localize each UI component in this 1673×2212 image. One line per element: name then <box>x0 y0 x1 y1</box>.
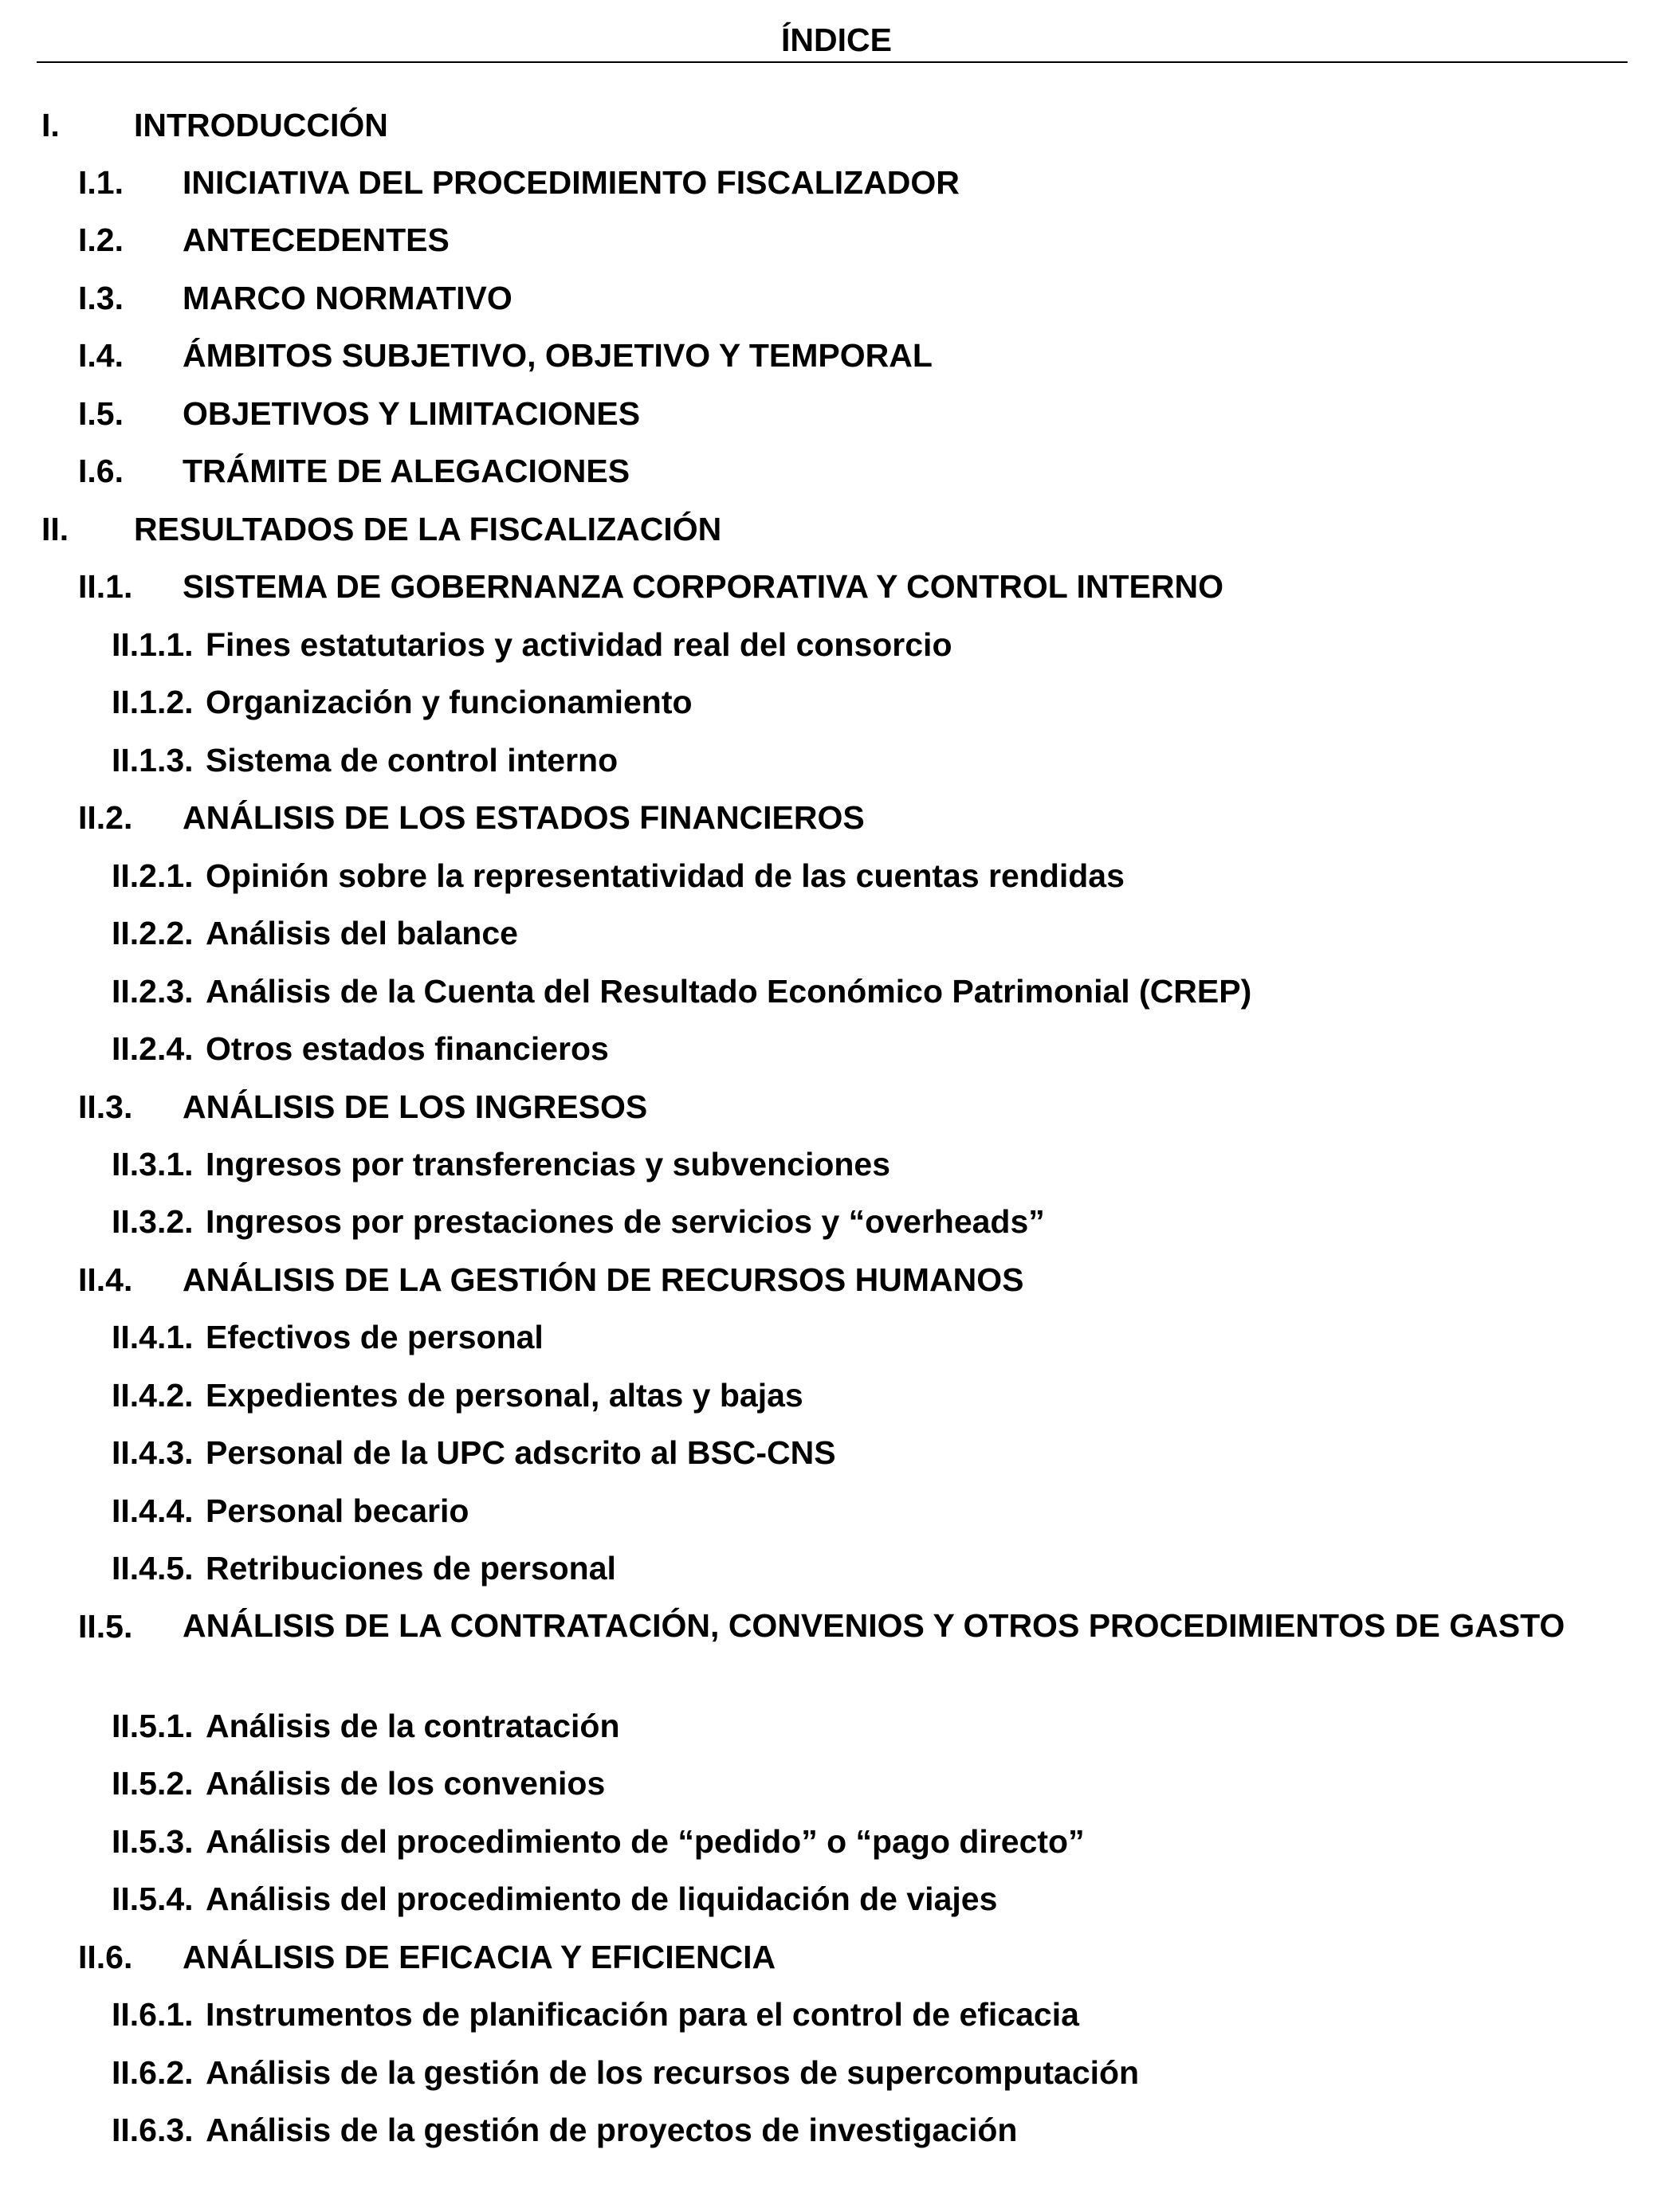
toc-entry-I-6[interactable] <box>0 447 1673 495</box>
toc-entry-title: Ingresos por transferencias y subvenciones <box>206 1146 891 1182</box>
toc-entry-title: Análisis del procedimiento de liquidación de viajes <box>206 1881 998 1917</box>
toc-entry-title: ANÁLISIS DE LA CONTRATACIÓN, CONVENIOS Y OTROS PROCEDIMIENTOS DE GASTO <box>183 1607 1565 1644</box>
toc-entry-II-1-3[interactable] <box>0 736 1673 784</box>
toc-entry-title: ÁMBITOS SUBJETIVO, OBJETIVO Y TEMPORAL <box>183 337 933 374</box>
toc-entry-title: ANÁLISIS DE EFICACIA Y EFICIENCIA <box>183 1939 776 1975</box>
toc-entry-I-3[interactable] <box>0 274 1673 322</box>
toc-entry-number: I.3. <box>78 280 124 316</box>
toc-entry-II-3-2[interactable] <box>0 1198 1673 1245</box>
toc-entry-number: II.2.3. <box>112 973 194 1010</box>
toc-entry-number: II.1.2. <box>112 684 194 720</box>
toc-entry-title: ANTECEDENTES <box>183 222 450 258</box>
toc-entry-II-3[interactable] <box>0 1083 1673 1131</box>
toc-entry-number: II.5.4. <box>112 1881 194 1917</box>
toc-entry-II-4[interactable] <box>0 1256 1673 1304</box>
toc-entry-title: Efectivos de personal <box>206 1319 544 1355</box>
toc-entry-number: II.4. <box>78 1261 133 1298</box>
toc-entry-number: II.3.1. <box>112 1146 194 1182</box>
toc-entry-number: II.4.4. <box>112 1492 194 1529</box>
toc-entry-II-5-2[interactable] <box>0 1759 1673 1807</box>
toc-entry-II-4-3[interactable] <box>0 1429 1673 1477</box>
toc-entry-number: II.2. <box>78 799 133 836</box>
toc-entry-title: Análisis de la gestión de los recursos de supercomputación <box>206 2054 1140 2091</box>
toc-entry-number: II.1.1. <box>112 626 194 663</box>
toc-entry-title: Análisis de los convenios <box>206 1765 606 1802</box>
toc-entry-number: II.6.1. <box>112 1996 194 2033</box>
toc-entry-number: II.3. <box>78 1088 133 1125</box>
toc-entry-II-4-2[interactable] <box>0 1371 1673 1419</box>
toc-entry-title: Análisis de la Cuenta del Resultado Económico Patrimonial (CREP) <box>206 973 1252 1010</box>
toc-entry-title: Análisis de la gestión de proyectos de investigación <box>206 2112 1018 2148</box>
toc-entry-title: Instrumentos de planificación para el control de eficacia <box>206 1996 1079 2033</box>
toc-entry-title: ANÁLISIS DE LOS INGRESOS <box>183 1088 648 1125</box>
toc-entry-II-4-1[interactable] <box>0 1313 1673 1361</box>
toc-entry-II-1-2[interactable] <box>0 678 1673 726</box>
toc-entry-title: Fines estatutarios y actividad real del consorcio <box>206 626 952 663</box>
toc-entry-number: II.4.5. <box>112 1550 194 1586</box>
toc-entry-title: SISTEMA DE GOBERNANZA CORPORATIVA Y CONTROL INTERNO <box>183 568 1223 605</box>
toc-entry-number: II.5.2. <box>112 1765 194 1802</box>
toc-entry-number: II.6.3. <box>112 2112 194 2148</box>
toc-entry-number: I. <box>41 107 60 143</box>
toc-entry-title: Análisis del procedimiento de “pedido” o “pago directo” <box>206 1823 1085 1860</box>
toc-entry-II-4-5[interactable] <box>0 1544 1673 1592</box>
toc-entry-II-6-3[interactable] <box>0 2106 1673 2154</box>
toc-entry-number: II.4.2. <box>112 1377 194 1414</box>
toc-entry-number: II.5.3. <box>112 1823 194 1860</box>
toc-entry-number: II.1. <box>78 568 133 605</box>
toc-entry-I-5[interactable] <box>0 390 1673 437</box>
toc-entry-title: Personal de la UPC adscrito al BSC-CNS <box>206 1434 836 1471</box>
toc-entry-title: ANÁLISIS DE LA GESTIÓN DE RECURSOS HUMANOS <box>183 1261 1024 1298</box>
toc-entry-number: I.5. <box>78 395 124 432</box>
toc-entry-number: II.4.1. <box>112 1319 194 1355</box>
toc-entry-II-5[interactable] <box>0 1602 1673 1698</box>
toc-entry-number: II.5. <box>78 1608 133 1645</box>
toc-entry-II-2-3[interactable] <box>0 967 1673 1015</box>
toc-entry-number: I.1. <box>78 164 124 201</box>
toc-entry-title: OBJETIVOS Y LIMITACIONES <box>183 395 641 432</box>
toc-entry-II-5-3[interactable] <box>0 1818 1673 1865</box>
toc-entry-I-1[interactable] <box>0 159 1673 206</box>
toc-entry-title: TRÁMITE DE ALEGACIONES <box>183 453 630 489</box>
toc-entry-title: Organización y funcionamiento <box>206 684 693 720</box>
toc-entry-II-3-1[interactable] <box>0 1140 1673 1188</box>
toc-entry-I[interactable] <box>0 101 1673 149</box>
toc-entry-title: Análisis de la contratación <box>206 1708 620 1744</box>
toc-entry-number: II.3.2. <box>112 1203 194 1240</box>
toc-entry-title: Otros estados financieros <box>206 1030 609 1067</box>
toc-entry-II-2-2[interactable] <box>0 909 1673 957</box>
toc-entry-number: II.2.2. <box>112 915 194 951</box>
toc-entry-II-1-1[interactable] <box>0 621 1673 669</box>
toc-entry-title: ANÁLISIS DE LOS ESTADOS FINANCIEROS <box>183 799 865 836</box>
toc-entry-II-6-1[interactable] <box>0 1990 1673 2038</box>
toc-entry-title: Análisis del balance <box>206 915 518 951</box>
toc-entry-II-4-4[interactable] <box>0 1487 1673 1535</box>
toc-entry-II[interactable] <box>0 505 1673 553</box>
toc-entry-II-6-2[interactable] <box>0 2049 1673 2096</box>
toc-entry-II-2-1[interactable] <box>0 852 1673 900</box>
toc-entry-title: Retribuciones de personal <box>206 1550 616 1586</box>
toc-entry-number: II.2.4. <box>112 1030 194 1067</box>
toc-entry-title: Personal becario <box>206 1492 469 1529</box>
toc-entry-number: II. <box>41 511 69 547</box>
toc-entry-title: MARCO NORMATIVO <box>183 280 513 316</box>
page-title: ÍNDICE <box>781 22 892 58</box>
toc-entry-number: II.6. <box>78 1939 133 1975</box>
toc-entry-title: Sistema de control interno <box>206 742 619 779</box>
toc-entry-title: Ingresos por prestaciones de servicios y “overheads” <box>206 1203 1045 1240</box>
toc-entry-number: I.2. <box>78 222 124 258</box>
toc-entry-number: II.5.1. <box>112 1708 194 1744</box>
toc-entry-number: II.2.1. <box>112 857 194 894</box>
toc-entry-number: II.1.3. <box>112 742 194 779</box>
toc-entry-I-4[interactable] <box>0 331 1673 379</box>
toc-entry-number: II.4.3. <box>112 1434 194 1471</box>
toc-entry-II-2[interactable] <box>0 794 1673 841</box>
toc-entry-number: I.6. <box>78 453 124 489</box>
toc-entry-number: I.4. <box>78 337 124 374</box>
toc-entry-II-5-4[interactable] <box>0 1875 1673 1923</box>
toc-entry-II-5-1[interactable] <box>0 1702 1673 1750</box>
toc-entry-number: II.6.2. <box>112 2054 194 2091</box>
toc-entry-II-1[interactable] <box>0 563 1673 610</box>
toc-entry-title: INTRODUCCIÓN <box>134 107 388 143</box>
toc-entry-title: Expedientes de personal, altas y bajas <box>206 1377 803 1414</box>
toc-entry-I-2[interactable] <box>0 216 1673 264</box>
toc-entry-title: INICIATIVA DEL PROCEDIMIENTO FISCALIZADOR <box>183 164 960 201</box>
toc-entry-title: RESULTADOS DE LA FISCALIZACIÓN <box>134 511 722 547</box>
toc-entry-II-2-4[interactable] <box>0 1025 1673 1073</box>
toc-entry-II-6[interactable] <box>0 1933 1673 1981</box>
toc-entry-title: Opinión sobre la representatividad de las cuentas rendidas <box>206 857 1125 894</box>
